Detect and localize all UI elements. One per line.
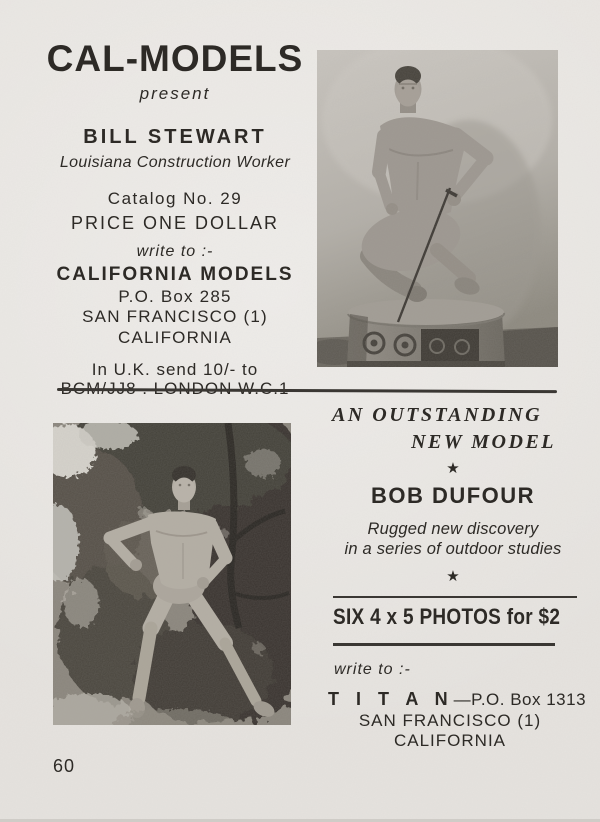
photo-bob-dufour (53, 423, 291, 725)
headline-line2: NEW MODEL (411, 431, 556, 453)
cal-models-ad (28, 40, 322, 398)
address-line: SAN FRANCISCO (1) (358, 710, 542, 730)
star-icon: ★ (446, 567, 460, 585)
photo-bill-stewart (317, 50, 558, 367)
tagline-line1: Rugged new discovery (367, 520, 539, 539)
model-name-bill-stewart: BILL STEWART (83, 126, 267, 148)
titan-address-line (328, 688, 587, 710)
offer-top-rule (333, 596, 577, 599)
offer-line: SIX 4 x 5 PHOTOS for $2 (333, 605, 561, 631)
address-line: CALIFORNIA (117, 327, 233, 347)
model-name-bob-dufour: BOB DUFOUR (370, 483, 536, 508)
titan-company-name: T I T A N (328, 688, 454, 709)
write-to-label: write to :- (334, 660, 411, 678)
brand-title: CAL-MODELS (46, 38, 304, 79)
address-line: P.O. Box 285 (118, 287, 232, 306)
write-to-label: write to :- (136, 243, 214, 260)
star-icon: ★ (446, 460, 460, 477)
uk-line: In U.K. send 10/- to (91, 360, 259, 380)
model-subtitle: Louisiana Construction Worker (59, 154, 291, 171)
company-name: CALIFORNIA MODELS (56, 264, 294, 285)
offer-bottom-rule (333, 643, 555, 646)
photo-bill-stewart-image (317, 50, 558, 367)
photo-bob-dufour-image (53, 423, 291, 725)
uk-order-block (28, 361, 322, 398)
titan-ad (328, 404, 587, 751)
address-line: CALIFORNIA (393, 731, 507, 751)
address-line: SAN FRANCISCO (1) (82, 307, 268, 327)
tagline-line2: in a series of outdoor studies (344, 539, 562, 558)
titan-po-box: —P.O. Box 1313 (453, 689, 587, 709)
catalog-line: Catalog No. 29 (107, 189, 243, 208)
headline-line1: AN OUTSTANDING (332, 404, 543, 426)
page-number: 60 (53, 756, 76, 776)
present-label: present (139, 84, 211, 103)
price-line: PRICE ONE DOLLAR (70, 213, 280, 233)
